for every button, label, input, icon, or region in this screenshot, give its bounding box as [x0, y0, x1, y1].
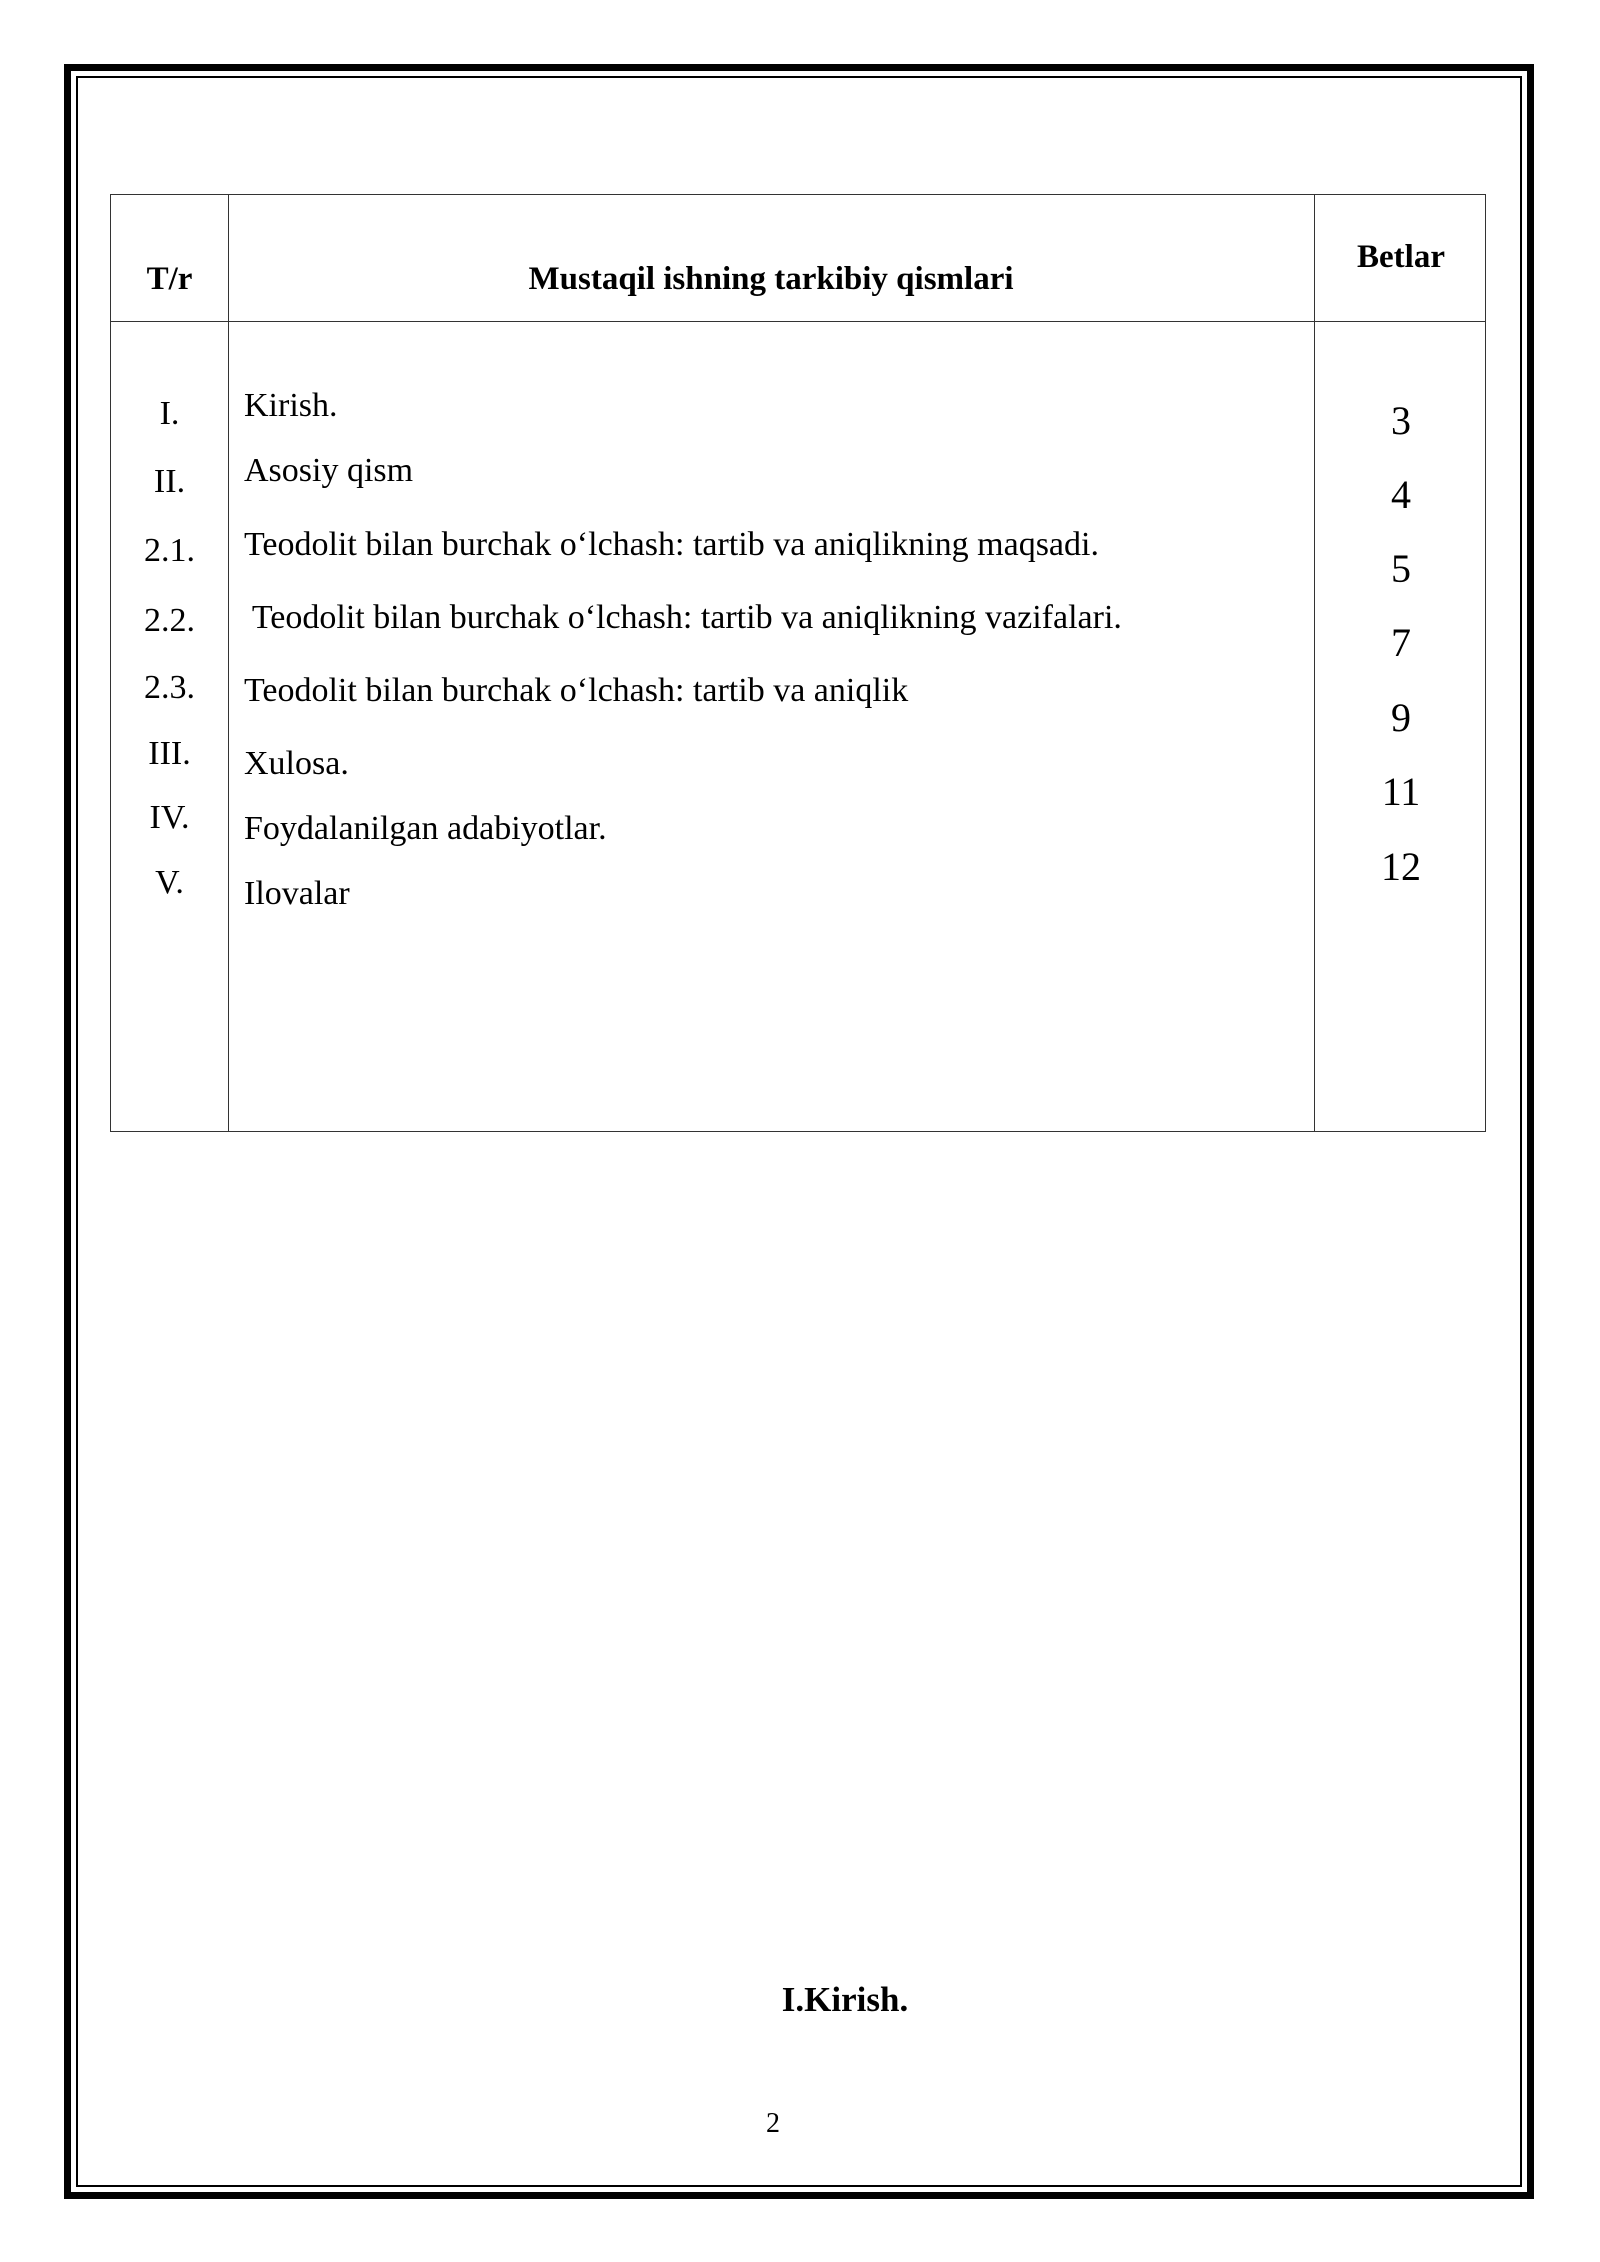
row-number: 2.1. [144, 532, 195, 569]
row-number: II. [153, 463, 186, 500]
row-page: 7 [1391, 620, 1411, 665]
row-title: Teodolit bilan burchak o‘lchash: tartib va aniqlik [244, 672, 909, 709]
row-number: IV. [149, 799, 190, 836]
row-title: Teodolit bilan burchak o‘lchash: tartib va aniqlikning vazifalari. [244, 599, 1122, 636]
row-title: Ilovalar [244, 875, 350, 912]
row-title: Foydalanilgan adabiyotlar. [244, 810, 607, 847]
section-heading: I.Kirish. [781, 1980, 909, 2019]
row-page: 9 [1391, 695, 1411, 740]
header-divider [111, 321, 1485, 322]
row-number: I. [159, 395, 180, 432]
header-title: Mustaqil ishning tarkibiy qismlari [528, 261, 1014, 297]
row-title: Xulosa. [244, 745, 349, 782]
column-divider [228, 195, 229, 1131]
row-number: 2.3. [144, 669, 195, 706]
row-number: V. [155, 864, 184, 901]
header-number: T/r [146, 261, 193, 297]
row-number: 2.2. [144, 602, 195, 639]
page-number: 2 [766, 2108, 780, 2139]
row-page: 3 [1391, 398, 1411, 443]
row-title: Kirish. [244, 387, 338, 424]
row-page: 11 [1381, 769, 1421, 814]
header-pages: Betlar [1357, 239, 1445, 275]
row-page: 12 [1381, 844, 1421, 889]
row-title: Teodolit bilan burchak o‘lchash: tartib va aniqlikning maqsadi. [244, 526, 1099, 563]
row-page: 4 [1391, 472, 1411, 517]
row-page: 5 [1391, 546, 1411, 591]
contents-table [110, 194, 1486, 1132]
row-number: III. [148, 735, 191, 772]
row-title: Asosiy qism [244, 452, 414, 489]
